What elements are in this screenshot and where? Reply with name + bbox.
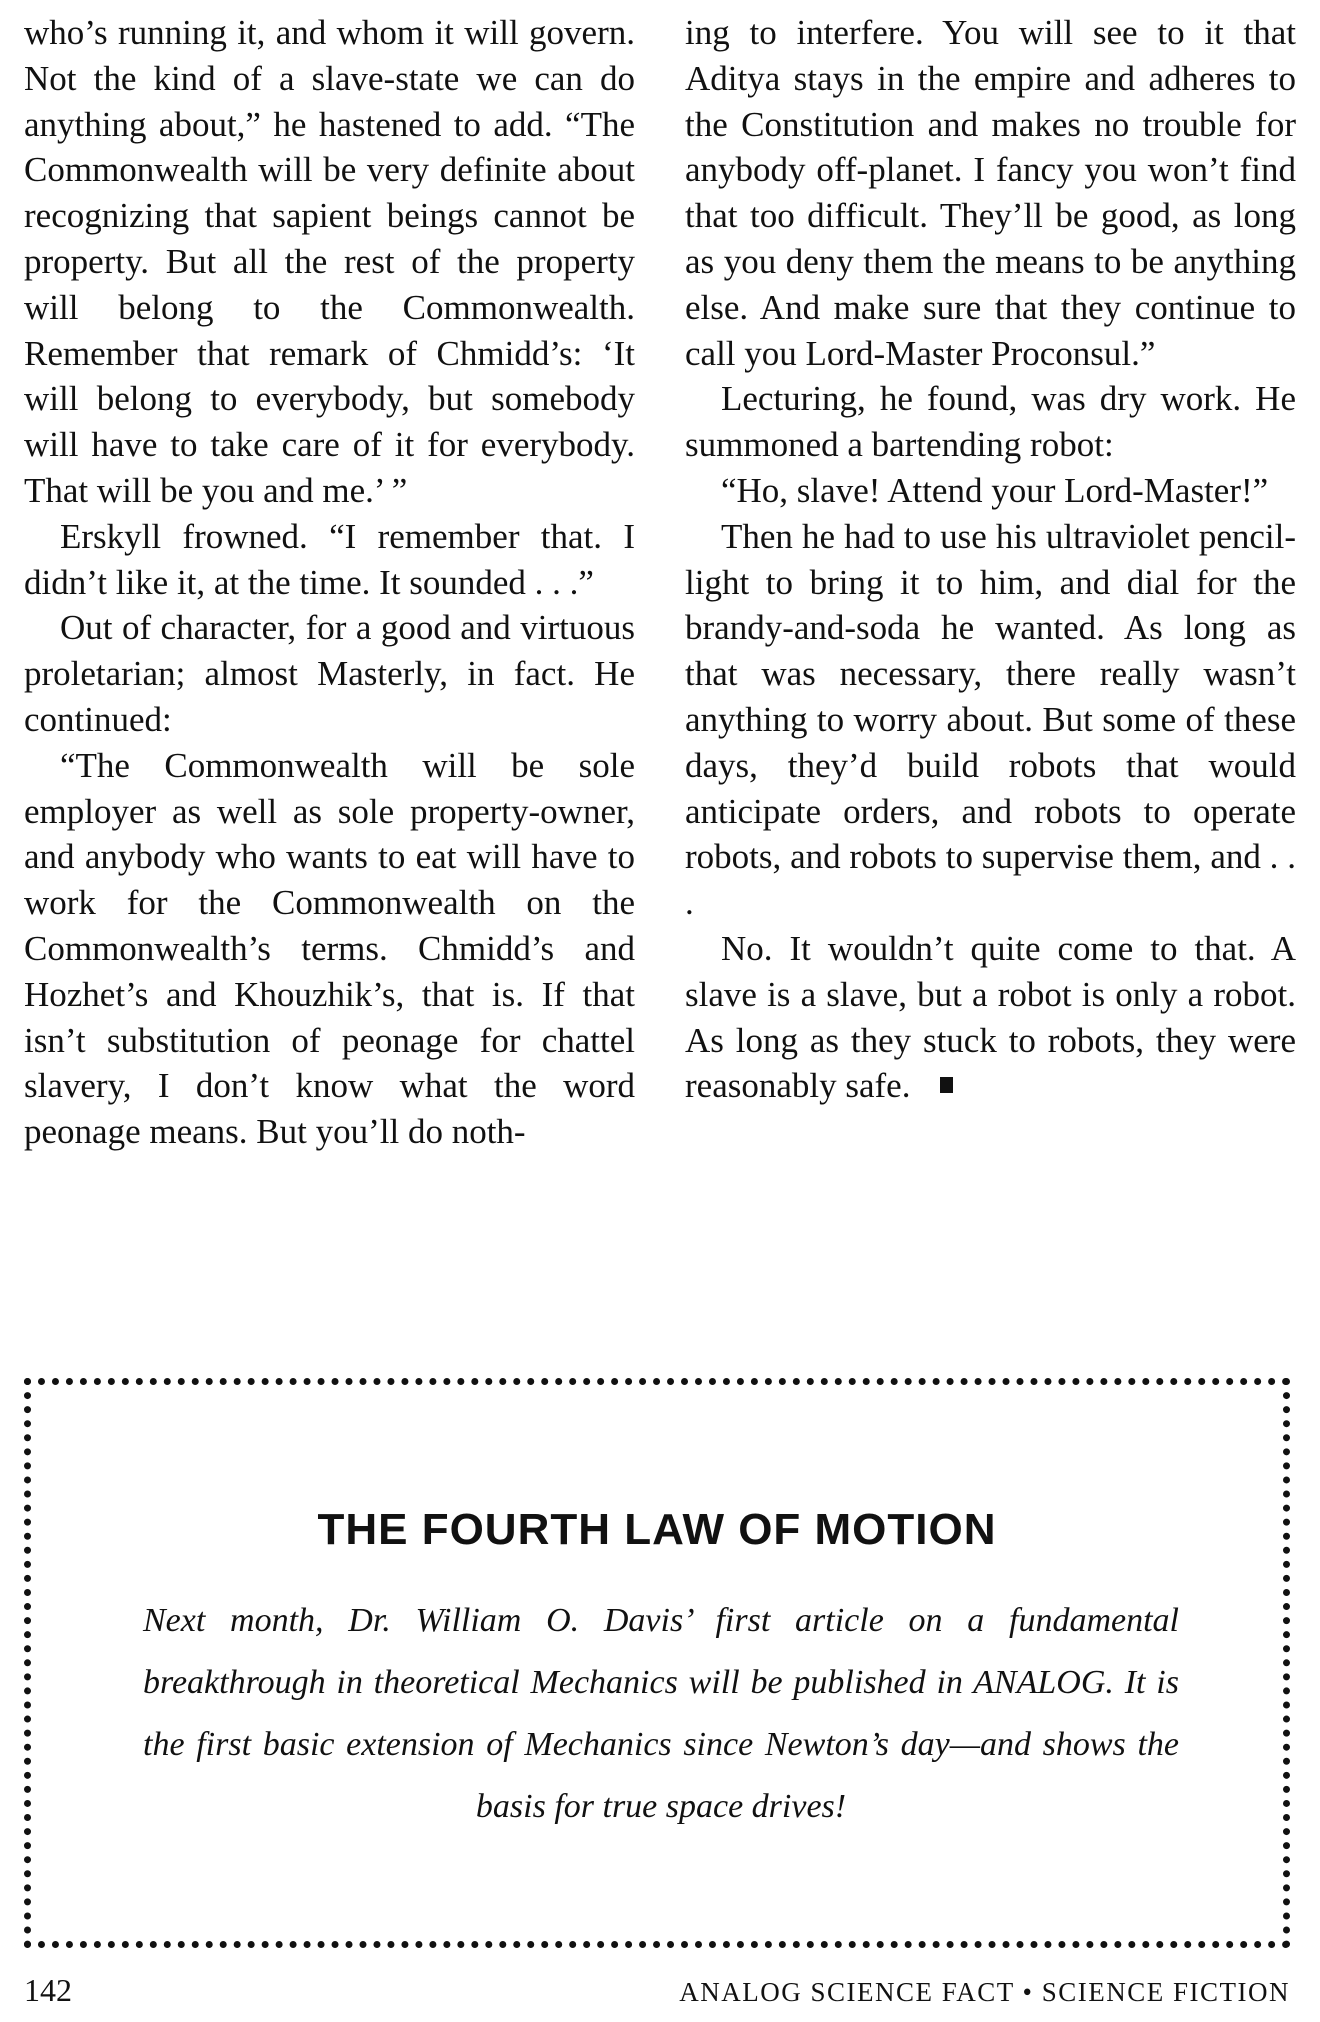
- announcement-title: THE FOURTH LAW OF MOTION: [317, 1505, 997, 1554]
- paragraph: Lecturing, he found, was dry work. He summoned a bartending robot:: [685, 379, 1296, 465]
- paragraph: Erskyll frowned. “I remember that. I didn’t like it, at the time. It sounded . . .”: [24, 516, 635, 602]
- page-footer: [24, 1972, 1290, 2012]
- final-paragraph: [685, 926, 1296, 1109]
- paragraph: Then he had to use his ultraviolet pencil-light to bring it to him, and dial for the brandy-and-soda he wanted. As long as that was necessary, there really wasn’t anything to worry about. But some of these days, they’d build robots that would anticipate orders, and robots to operate robots, and robots to supervise them, and . . .: [685, 516, 1296, 923]
- paragraph: “Ho, slave! Attend your Lord-Master!”: [721, 470, 1269, 510]
- paragraph: ing to interfere. You will see to it that Aditya stays in the empire and adheres to the Constitution and makes no trouble for anybody off-planet. I fancy you won’t find that too difficult. They’ll be good, as long as you deny them the means to be anything else. And make sure that they continue to call you Lord-Master Proconsul.”: [685, 13, 1296, 373]
- running-title: ANALOG SCIENCE FACT • SCIENCE FICTION: [679, 1977, 1290, 2007]
- left-column: [24, 10, 635, 1340]
- end-of-story-mark: [940, 1077, 953, 1093]
- announcement-box: [24, 1378, 1290, 1948]
- announcement-body: Next month, Dr. William O. Davis’ first article on a fundamental breakthrough in theoretical Mechanics will be published in ANALOG. It is the first basic extension of Mechanics since Newton’s day—and shows the basis for true space drives!: [143, 1602, 1179, 1825]
- page-number: 142: [24, 1972, 72, 2008]
- article-columns: [24, 10, 1296, 1340]
- paragraph: who’s running it, and whom it will govern. Not the kind of a slave-state we can do anything about,” he hastened to add. “The Commonwealth will be very definite about recognizing that sapient beings cannot be property. But all the rest of the property will belong to the Commonwealth. Remember that remark of Chmidd’s: ‘It will belong to everybody, but somebody will have to take care of it for everybody. That will be you and me.’ ”: [24, 13, 635, 510]
- right-column: [685, 10, 1296, 1340]
- paragraph: Out of character, for a good and virtuous proletarian; almost Masterly, in fact. He continued:: [24, 608, 635, 739]
- final-paragraph-text: No. It wouldn’t quite come to that. A slave is a slave, but a robot is only a robot. As long as they stuck to robots, they were reasonably safe.: [685, 928, 1296, 1106]
- paragraph: “The Commonwealth will be sole employer as well as sole property-owner, and anybody who wants to eat will have to work for the Commonwealth on the Commonwealth’s terms. Chmidd’s and Hozhet’s and Khouzhik’s, that is. If that isn’t substitution of peonage for chattel slavery, I don’t know what the word peonage means. But you’ll do noth-: [24, 745, 635, 1152]
